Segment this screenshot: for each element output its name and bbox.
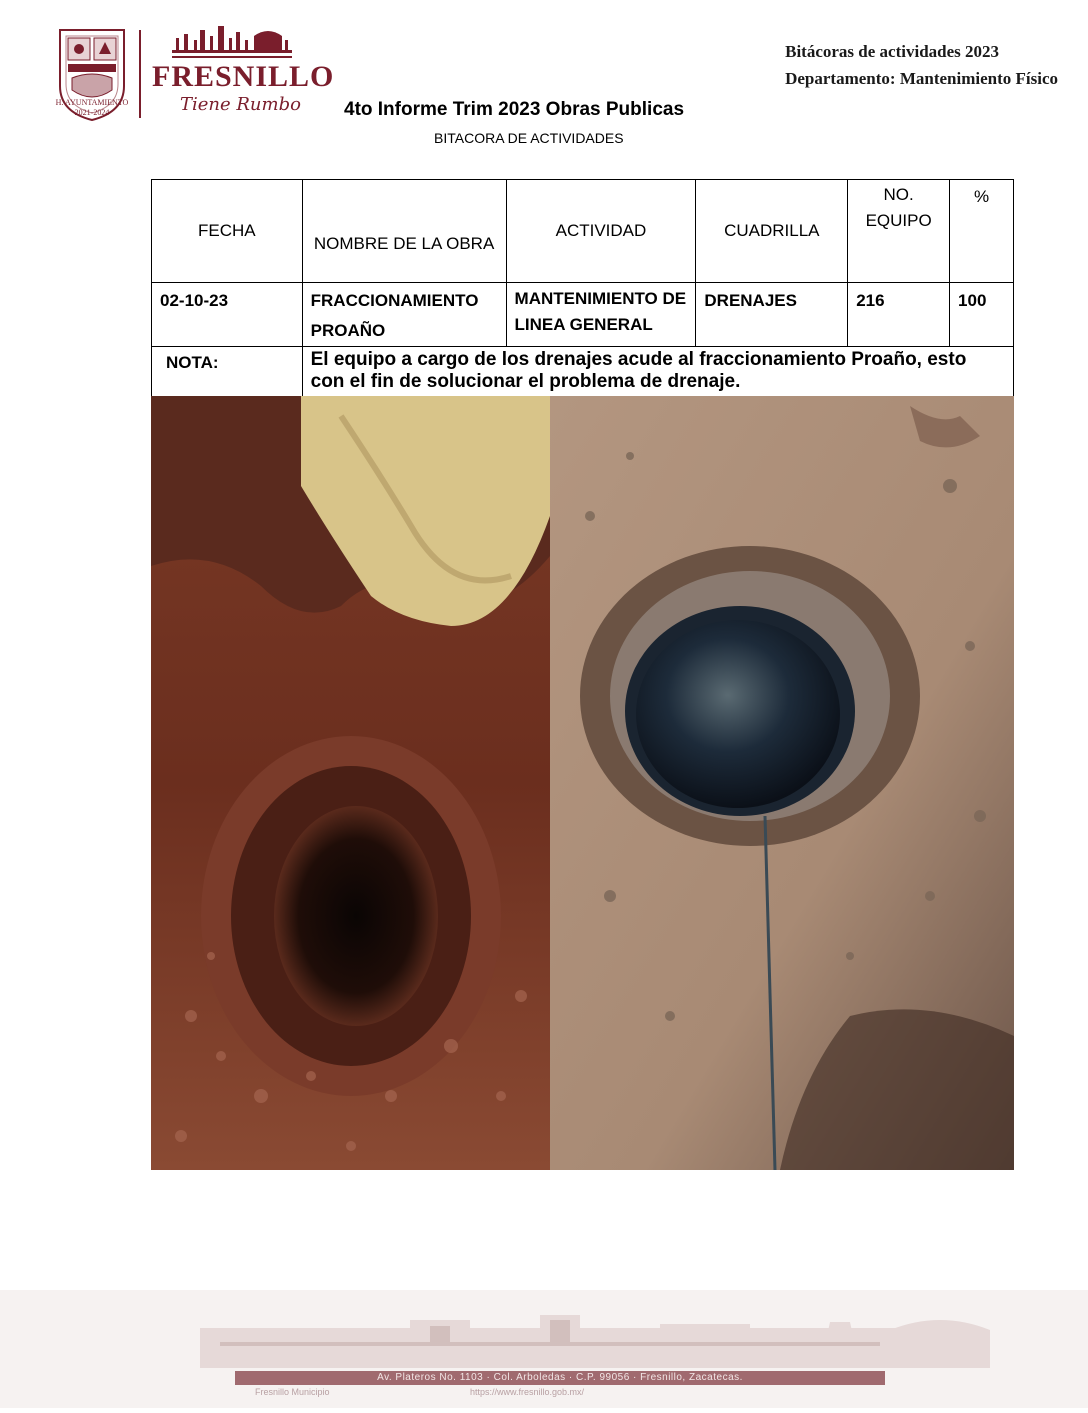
document-heading (785, 38, 1058, 92)
table-header-row (152, 180, 1014, 283)
footer-address: Av. Plateros No. 1103 · Col. Arboledas · C.P. 99056 · Fresnillo, Zacatecas. (235, 1371, 885, 1385)
header-nombre-obra: NOMBRE DE LA OBRA (302, 180, 506, 283)
heading-department: Departamento: Mantenimiento Físico (785, 69, 1058, 88)
table-row (152, 283, 1014, 347)
photo-manhole-water (550, 396, 1014, 1170)
cell-porcentaje: 100 (950, 283, 1014, 347)
heading-bitacoras: Bitácoras de actividades 2023 (785, 42, 1000, 61)
header-cuadrilla: CUADRILLA (696, 180, 848, 283)
report-title: 4to Informe Trim 2023 Obras Publicas (344, 99, 685, 120)
cell-nombre-obra: FRACCIONAMIENTO PROAÑO (302, 283, 506, 347)
photo-manhole-dry (151, 396, 550, 1170)
cell-no-equipo: 216 (848, 283, 950, 347)
report-subtitle: BITACORA DE ACTIVIDADES (434, 130, 624, 146)
cell-actividad: MANTENIMIENTO DE LINEA GENERAL (506, 283, 696, 347)
footer-social-handle: Fresnillo Municipio (255, 1387, 330, 1397)
seal-caption-line2: 2021-2024 (74, 108, 110, 117)
seal-caption (48, 98, 136, 118)
brand-name: FRESNILLO (152, 60, 335, 93)
cell-fecha: 02-10-23 (152, 283, 303, 347)
cell-cuadrilla: DRENAJES (696, 283, 848, 347)
seal-caption-line1: H. AYUNTAMIENTO (55, 98, 129, 107)
brand-tagline: Tiene Rumbo (180, 94, 301, 115)
header-divider (139, 30, 141, 118)
header-actividad: ACTIVIDAD (506, 180, 696, 283)
header-porcentaje: % (950, 180, 1014, 283)
activity-log-table (151, 179, 1014, 420)
note-text: El equipo a cargo de los drenajes acude al fraccionamiento Proaño, esto con el fin de solucionar el problema de drenaje. (302, 347, 1013, 420)
footer-website-link[interactable]: https://www.fresnillo.gob.mx/ (470, 1387, 585, 1397)
header-fecha: FECHA (152, 180, 303, 283)
header-no-equipo: NO. EQUIPO (848, 180, 950, 283)
note-label: NOTA: (152, 347, 303, 420)
